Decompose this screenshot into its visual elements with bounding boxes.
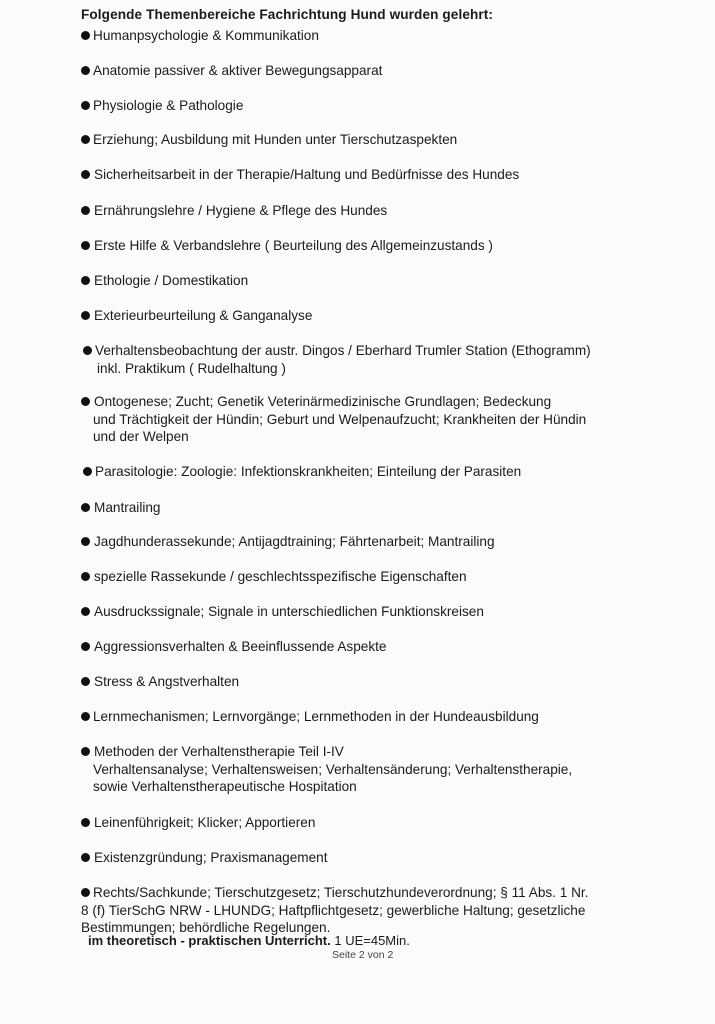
bullet-icon bbox=[81, 397, 90, 406]
list-item bbox=[81, 533, 495, 551]
page-number: Seite 2 von 2 bbox=[332, 949, 394, 961]
list-item-continuation: Bestimmungen; behördliche Regelungen. bbox=[81, 920, 331, 935]
list-item-continuation: Verhaltensanalyse; Verhaltensweisen; Verhaltensänderung; Verhaltenstherapie, bbox=[93, 761, 573, 777]
bullet-icon bbox=[81, 311, 90, 320]
list-item-text: Ausdruckssignale; Signale in unterschiedlichen Funktionskreisen bbox=[94, 604, 484, 619]
list-item bbox=[81, 638, 386, 656]
list-item-text: spezielle Rassekunde / geschlechtsspezifische Eigenschaften bbox=[94, 569, 467, 584]
bullet-icon bbox=[81, 642, 90, 651]
bullet-icon bbox=[81, 572, 90, 581]
list-item-continuation: und der Welpen bbox=[93, 429, 189, 444]
list-item-text: Sicherheitsarbeit in der Therapie/Haltung und Bedürfnisse des Hundes bbox=[94, 167, 520, 182]
list-item-text: Ethologie / Domestikation bbox=[94, 273, 249, 288]
bullet-icon bbox=[81, 888, 90, 897]
bullet-icon bbox=[81, 66, 90, 75]
list-item-text: Leinenführigkeit; Klicker; Apportieren bbox=[94, 815, 316, 830]
list-item bbox=[81, 849, 328, 867]
list-item-text: Existenzgründung; Praxismanagement bbox=[94, 850, 328, 865]
list-item-text: Stress & Angstverhalten bbox=[94, 674, 240, 689]
list-item bbox=[81, 307, 312, 325]
list-item bbox=[81, 673, 239, 691]
list-item-continuation: sowie Verhaltenstherapeutische Hospitation bbox=[93, 779, 357, 794]
list-item-text: Verhaltensbeobachtung der austr. Dingos / Eberhard Trumler Station (Ethogramm) bbox=[95, 343, 591, 358]
list-item-text: Physiologie & Pathologie bbox=[93, 98, 244, 113]
bullet-icon bbox=[81, 607, 90, 616]
bullet-icon bbox=[83, 467, 92, 476]
list-item bbox=[81, 237, 493, 255]
list-item bbox=[81, 568, 467, 586]
list-item bbox=[81, 814, 315, 832]
list-item-text: Exterieurbeurteilung & Ganganalyse bbox=[94, 308, 313, 323]
list-item bbox=[81, 166, 519, 184]
list-item bbox=[81, 884, 588, 937]
list-item-continuation: und Trächtigkeit der Hündin; Geburt und Welpenaufzucht; Krankheiten der Hündin bbox=[93, 411, 587, 427]
bullet-icon bbox=[81, 818, 90, 827]
bullet-icon bbox=[81, 31, 90, 40]
list-item bbox=[81, 202, 387, 220]
list-item-text: Erziehung; Ausbildung mit Hunden unter Tierschutzaspekten bbox=[93, 132, 458, 147]
bullet-icon bbox=[81, 677, 90, 686]
list-item bbox=[81, 743, 572, 796]
list-item bbox=[81, 393, 586, 446]
bullet-icon bbox=[81, 276, 90, 285]
footer-unit-text: 1 UE=45Min. bbox=[334, 933, 410, 948]
list-item-text: Rechts/Sachkunde; Tierschutzgesetz; Tierschutzhundeverordnung; § 11 Abs. 1 Nr. bbox=[93, 885, 589, 900]
list-item-text: Jagdhunderassekunde; Antijagdtraining; Fährtenarbeit; Mantrailing bbox=[94, 534, 495, 549]
list-item bbox=[81, 27, 319, 45]
list-item bbox=[83, 342, 591, 377]
list-item-text: Aggressionsverhalten & Beeinflussende Aspekte bbox=[94, 639, 387, 654]
list-item bbox=[83, 463, 521, 481]
footer-line bbox=[88, 933, 410, 948]
list-item-continuation: inkl. Praktikum ( Rudelhaltung ) bbox=[97, 360, 286, 376]
list-item bbox=[81, 499, 161, 517]
list-item-text: Lernmechanismen; Lernvorgänge; Lernmethoden in der Hundeausbildung bbox=[93, 709, 539, 724]
document-heading: Folgende Themenbereiche Fachrichtung Hund wurden gelehrt: bbox=[81, 7, 494, 22]
list-item bbox=[81, 131, 457, 149]
list-item bbox=[81, 97, 243, 115]
list-item-continuation: 8 (f) TierSchG NRW - LHUNDG; Haftpflichtgesetz; gewerbliche Haltung; gesetzliche bbox=[81, 902, 586, 918]
bullet-icon bbox=[81, 712, 90, 721]
bullet-icon bbox=[81, 747, 90, 756]
list-item-text: Parasitologie: Zoologie: Infektionskrankheiten; Einteilung der Parasiten bbox=[95, 464, 522, 479]
list-item bbox=[81, 708, 539, 726]
list-item-text: Anatomie passiver & aktiver Bewegungsapparat bbox=[93, 63, 383, 78]
list-item-text: Methoden der Verhaltenstherapie Teil I-IV bbox=[94, 744, 344, 759]
list-item bbox=[81, 272, 248, 290]
bullet-icon bbox=[81, 853, 90, 862]
bullet-icon bbox=[81, 101, 90, 110]
list-item-text: Erste Hilfe & Verbandslehre ( Beurteilung des Allgemeinzustands ) bbox=[94, 238, 493, 253]
bullet-icon bbox=[81, 241, 90, 250]
list-item bbox=[81, 62, 382, 80]
list-item-text: Ontogenese; Zucht; Genetik Veterinärmedizinische Grundlagen; Bedeckung bbox=[94, 394, 552, 409]
bullet-icon bbox=[81, 537, 90, 546]
bullet-icon bbox=[81, 135, 90, 144]
bullet-icon bbox=[81, 503, 90, 512]
list-item-text: Mantrailing bbox=[94, 500, 161, 515]
list-item-text: Ernährungslehre / Hygiene & Pflege des Hundes bbox=[94, 203, 388, 218]
footer-bold-text: im theoretisch - praktischen Unterricht. bbox=[88, 933, 331, 948]
list-item bbox=[81, 603, 484, 621]
bullet-icon bbox=[83, 346, 92, 355]
bullet-icon bbox=[81, 206, 90, 215]
bullet-icon bbox=[81, 170, 90, 179]
list-item-text: Humanpsychologie & Kommunikation bbox=[93, 28, 319, 43]
